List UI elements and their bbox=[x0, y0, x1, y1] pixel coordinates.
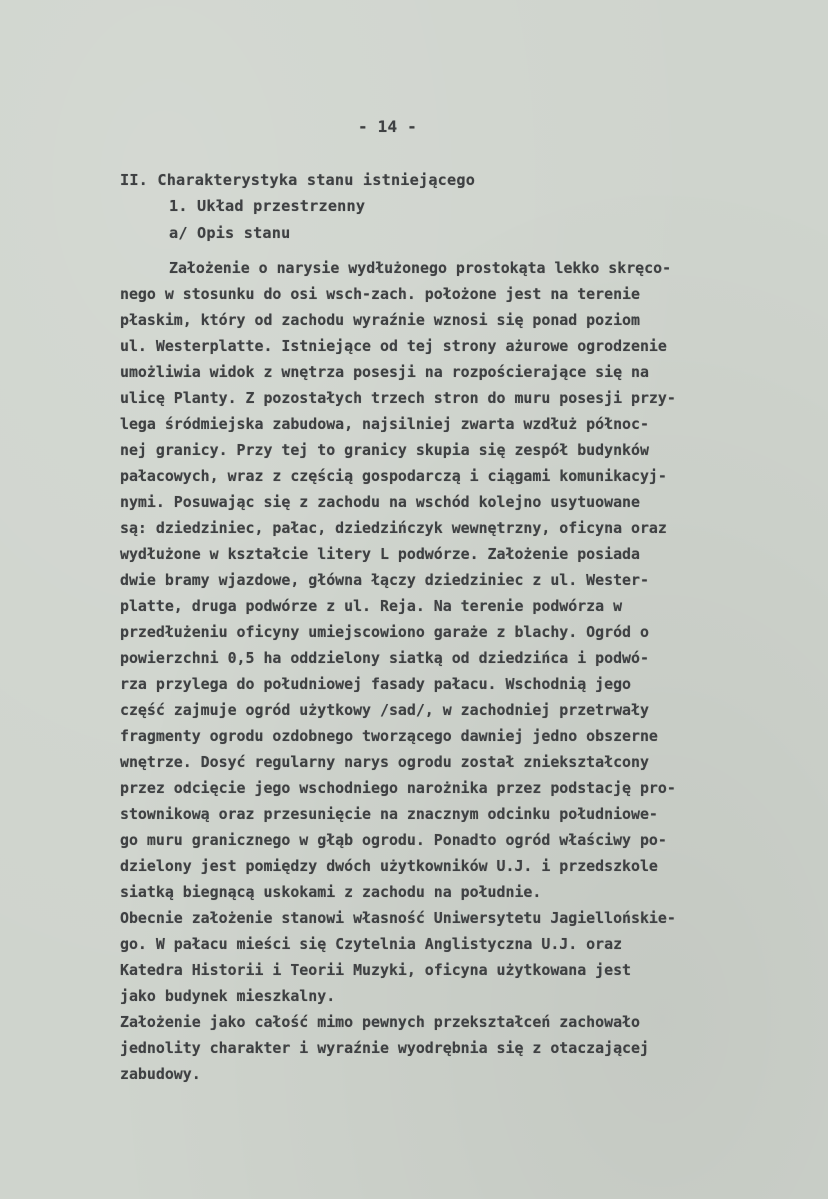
body-line: platte, druga podwórze z ul. Reja. Na terenie podwórza w bbox=[120, 597, 623, 615]
body-line: stownikową oraz przesunięcie na znacznym odcinku południowe- bbox=[120, 805, 658, 823]
body-line: powierzchni 0,5 ha oddzielony siatką od dziedzińca i podwó- bbox=[120, 649, 649, 667]
body-line: siatką biegnącą uskokami z zachodu na południe. bbox=[120, 883, 542, 901]
section-title: II. Charakterystyka stanu istniejącego bbox=[120, 171, 476, 189]
body-line: jednolity charakter i wyraźnie wyodrębnia się z otaczającej bbox=[120, 1039, 649, 1057]
body-line: dwie bramy wjazdowe, główna łączy dziedziniec z ul. Wester- bbox=[120, 571, 649, 589]
body-line: ul. Westerplatte. Istniejące od tej strony ażurowe ogrodzenie bbox=[120, 337, 667, 355]
body-line: Założenie o narysie wydłużonego prostokąta lekko skręco- bbox=[169, 259, 672, 277]
body-line: płaskim, który od zachodu wyraźnie wznosi się ponad poziom bbox=[120, 311, 640, 329]
body-line: wnętrze. Dosyć regularny narys ogrodu został zniekształcony bbox=[120, 753, 649, 771]
body-line: pałacowych, wraz z częścią gospodarczą i ciągami komunikacyj- bbox=[120, 467, 667, 485]
body-line: zabudowy. bbox=[120, 1065, 201, 1083]
body-line: ulicę Planty. Z pozostałych trzech stron do muru posesji przy- bbox=[120, 389, 676, 407]
body-line: rza przylega do południowej fasady pałacu. Wschodnią jego bbox=[120, 675, 632, 693]
body-line: nego w stosunku do osi wsch-zach. położone jest na terenie bbox=[120, 285, 640, 303]
body-line: umożliwia widok z wnętrza posesji na rozpościerające się na bbox=[120, 363, 649, 381]
body-line: Założenie jako całość mimo pewnych przekształceń zachowało bbox=[120, 1013, 640, 1031]
body-line: go muru granicznego w głąb ogrodu. Ponadto ogród właściwy po- bbox=[120, 831, 667, 849]
body-line: nymi. Posuwając się z zachodu na wschód kolejno usytuowane bbox=[120, 493, 640, 511]
subsection-title: 1. Układ przestrzenny bbox=[169, 197, 366, 215]
body-line: dzielony jest pomiędzy dwóch użytkowników U.J. i przedszkole bbox=[120, 857, 658, 875]
body-line: jako budynek mieszkalny. bbox=[120, 987, 336, 1005]
body-line: Obecnie założenie stanowi własność Uniwersytetu Jagiellońskie- bbox=[120, 909, 676, 927]
body-line: przez odcięcie jego wschodniego narożnika przez podstację pro- bbox=[120, 779, 676, 797]
body-line: są: dziedziniec, pałac, dziedzińczyk wewnętrzny, oficyna oraz bbox=[120, 519, 667, 537]
body-line: fragmenty ogrodu ozdobnego tworzącego dawniej jedno obszerne bbox=[120, 727, 658, 745]
body-line: przedłużeniu oficyny umiejscowiono garaże z blachy. Ogród o bbox=[120, 623, 649, 641]
body-line: część zajmuje ogród użytkowy /sad/, w zachodniej przetrwały bbox=[120, 701, 649, 719]
body-line: go. W pałacu mieści się Czytelnia Anglistyczna U.J. oraz bbox=[120, 935, 623, 953]
page-number: - 14 - bbox=[358, 117, 417, 136]
body-line: lega śródmiejska zabudowa, najsilniej zwarta wzdłuż północ- bbox=[120, 415, 649, 433]
body-line: nej granicy. Przy tej to granicy skupia się zespół budynków bbox=[120, 441, 649, 459]
body-line: Katedra Historii i Teorii Muzyki, oficyna użytkowana jest bbox=[120, 961, 632, 979]
body-line: wydłużone w kształcie litery L podwórze. Założenie posiada bbox=[120, 545, 640, 563]
subsubsection-title: a/ Opis stanu bbox=[169, 224, 291, 242]
